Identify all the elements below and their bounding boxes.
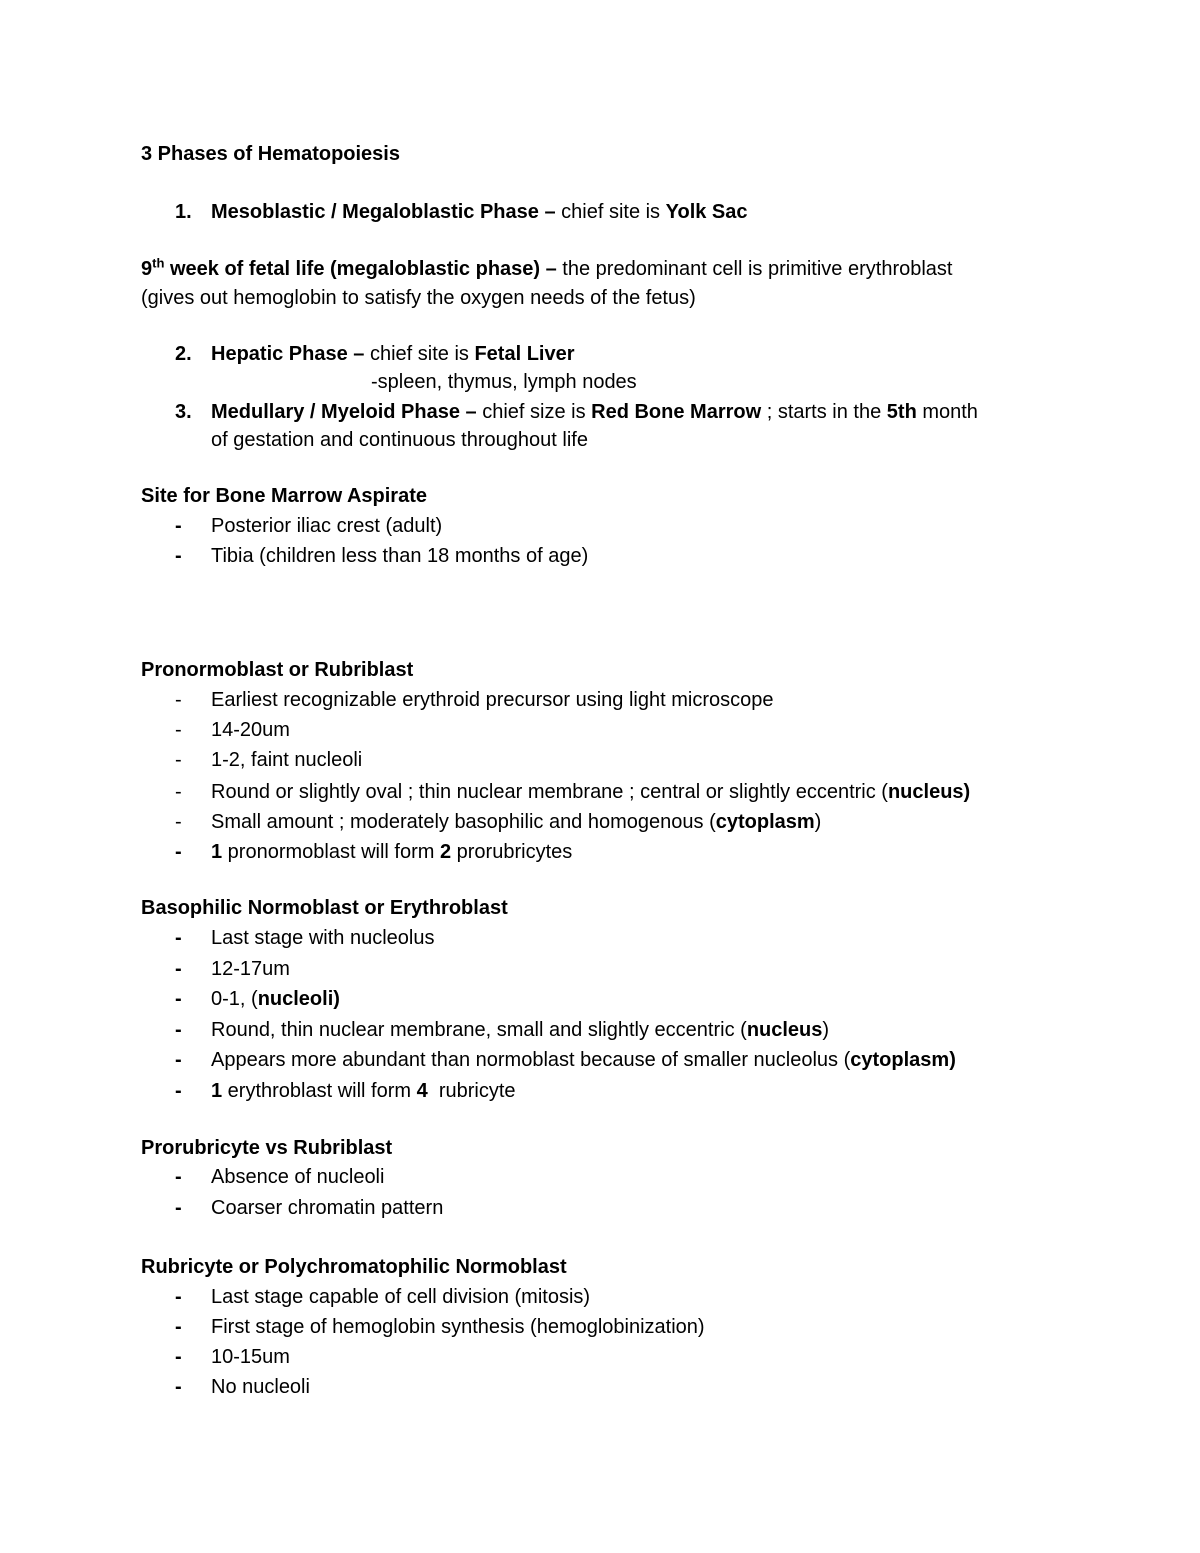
basophilic-item6-n2: 4	[416, 1080, 428, 1102]
pronormoblast-item	[211, 840, 572, 864]
phase-3-site: Red Bone Marrow	[591, 401, 762, 423]
pronormoblast-heading: Pronormoblast or Rubriblast	[141, 659, 414, 681]
phase-2-line	[211, 342, 575, 366]
basophilic-item3-text: 0-1, (	[211, 988, 258, 1010]
bullet: -	[175, 689, 182, 711]
phase-2-number: 2.	[175, 343, 192, 365]
phase-2-site: Fetal Liver	[474, 343, 575, 365]
pronormoblast-item	[211, 810, 821, 834]
phase-2-extra-sites: -spleen, thymus, lymph nodes	[371, 371, 637, 393]
basophilic-item	[211, 987, 340, 1011]
phase-3-month: 5th	[886, 401, 917, 423]
basophilic-item	[211, 1018, 829, 1042]
basophilic-item	[211, 1048, 956, 1072]
pronormoblast-item4-bold: nucleus)	[887, 781, 971, 803]
rubricyte-heading: Rubricyte or Polychromatophilic Normoblast	[141, 1256, 567, 1278]
bullet: -	[175, 811, 182, 833]
bullet: -	[175, 1376, 182, 1398]
phase-1-site: Yolk Sac	[665, 201, 748, 223]
pronormoblast-item5-text: Small amount ; moderately basophilic and homogenous (	[211, 811, 716, 833]
aspirate-item: Tibia (children less than 18 months of age)	[211, 545, 589, 567]
phase-1-mid: chief site is	[555, 201, 666, 223]
pronormoblast-item5-bold: cytoplasm	[715, 811, 815, 833]
bullet: -	[175, 1197, 182, 1219]
bullet: -	[175, 1080, 182, 1102]
phase-3-line2: of gestation and continuous throughout life	[211, 429, 588, 451]
prorubricyte-item: Absence of nucleoli	[211, 1166, 385, 1188]
pronormoblast-item6-n1: 1	[211, 841, 223, 863]
fetal-week-text: the predominant cell is primitive erythroblast	[556, 258, 953, 280]
phase-1-line	[211, 200, 748, 224]
aspirate-heading: Site for Bone Marrow Aspirate	[141, 485, 427, 507]
basophilic-item5-bold: cytoplasm)	[850, 1049, 956, 1071]
bullet: -	[175, 927, 182, 949]
rubricyte-item: Last stage capable of cell division (mitosis)	[211, 1286, 591, 1308]
basophilic-item6-n1: 1	[211, 1080, 223, 1102]
pronormoblast-item4-text: Round or slightly oval ; thin nuclear membrane ; central or slightly eccentric (	[211, 781, 888, 803]
pronormoblast-item: 1-2, faint nucleoli	[211, 749, 363, 771]
basophilic-item4-end: )	[822, 1019, 830, 1041]
basophilic-item: Last stage with nucleolus	[211, 927, 435, 949]
phase-1-name: Mesoblastic / Megaloblastic Phase –	[211, 201, 556, 223]
bullet: -	[175, 1346, 182, 1368]
rubricyte-item: No nucleoli	[211, 1376, 310, 1398]
pronormoblast-item5-end: )	[814, 811, 822, 833]
basophilic-item: 12-17um	[211, 958, 290, 980]
bullet: -	[175, 841, 182, 863]
prorubricyte-item: Coarser chromatin pattern	[211, 1197, 444, 1219]
bullet: -	[175, 988, 182, 1010]
phase-3-line	[211, 400, 978, 424]
basophilic-item6-end: rubricyte	[427, 1080, 516, 1102]
basophilic-item4-bold: nucleus	[746, 1019, 823, 1041]
phase-3-end: month	[916, 401, 978, 423]
bullet: -	[175, 1316, 182, 1338]
bullet: -	[175, 1166, 182, 1188]
phase-3-mid2: ; starts in the	[761, 401, 887, 423]
basophilic-item5-text: Appears more abundant than normoblast because of smaller nucleolus (	[211, 1049, 851, 1071]
rubricyte-item: First stage of hemoglobin synthesis (hemoglobinization)	[211, 1316, 705, 1338]
bullet: -	[175, 749, 182, 771]
bullet: -	[175, 545, 182, 567]
pronormoblast-item: Earliest recognizable erythroid precursor using light microscope	[211, 689, 774, 711]
phase-3-name: Medullary / Myeloid Phase –	[211, 401, 477, 423]
fetal-week-note-line2: (gives out hemoglobin to satisfy the oxygen needs of the fetus)	[141, 287, 696, 309]
pronormoblast-item6-end: prorubricytes	[451, 841, 573, 863]
prorubricyte-heading: Prorubricyte vs Rubriblast	[141, 1137, 393, 1159]
bullet: -	[175, 719, 182, 741]
phase-2-name: Hepatic Phase –	[211, 343, 365, 365]
bullet: -	[175, 781, 182, 803]
basophilic-item4-text: Round, thin nuclear membrane, small and slightly eccentric (	[211, 1019, 747, 1041]
phase-3-number: 3.	[175, 401, 192, 423]
pronormoblast-item: 14-20um	[211, 719, 290, 741]
bullet: -	[175, 515, 182, 537]
fetal-week-bold: week of fetal life (megaloblastic phase) –	[164, 258, 557, 280]
fetal-week-number: 9	[141, 258, 153, 280]
basophilic-heading: Basophilic Normoblast or Erythroblast	[141, 897, 508, 919]
bullet: -	[175, 1286, 182, 1308]
document-title: 3 Phases of Hematopoiesis	[141, 143, 400, 165]
rubricyte-item: 10-15um	[211, 1346, 290, 1368]
fetal-week-note	[141, 257, 952, 281]
bullet: -	[175, 1049, 182, 1071]
bullet: -	[175, 958, 182, 980]
bullet: -	[175, 1019, 182, 1041]
pronormoblast-item6-n2: 2	[439, 841, 452, 863]
phase-2-mid: chief site is	[364, 343, 475, 365]
basophilic-item	[211, 1079, 516, 1103]
basophilic-item3-bold: nucleoli)	[257, 988, 340, 1010]
phase-3-mid: chief size is	[476, 401, 592, 423]
pronormoblast-item6-text: pronormoblast will form	[222, 841, 440, 863]
fetal-week-suffix: th	[152, 255, 165, 271]
phase-1-number: 1.	[175, 201, 192, 223]
basophilic-item6-text: erythroblast will form	[222, 1080, 417, 1102]
pronormoblast-item	[211, 780, 970, 804]
aspirate-item: Posterior iliac crest (adult)	[211, 515, 443, 537]
